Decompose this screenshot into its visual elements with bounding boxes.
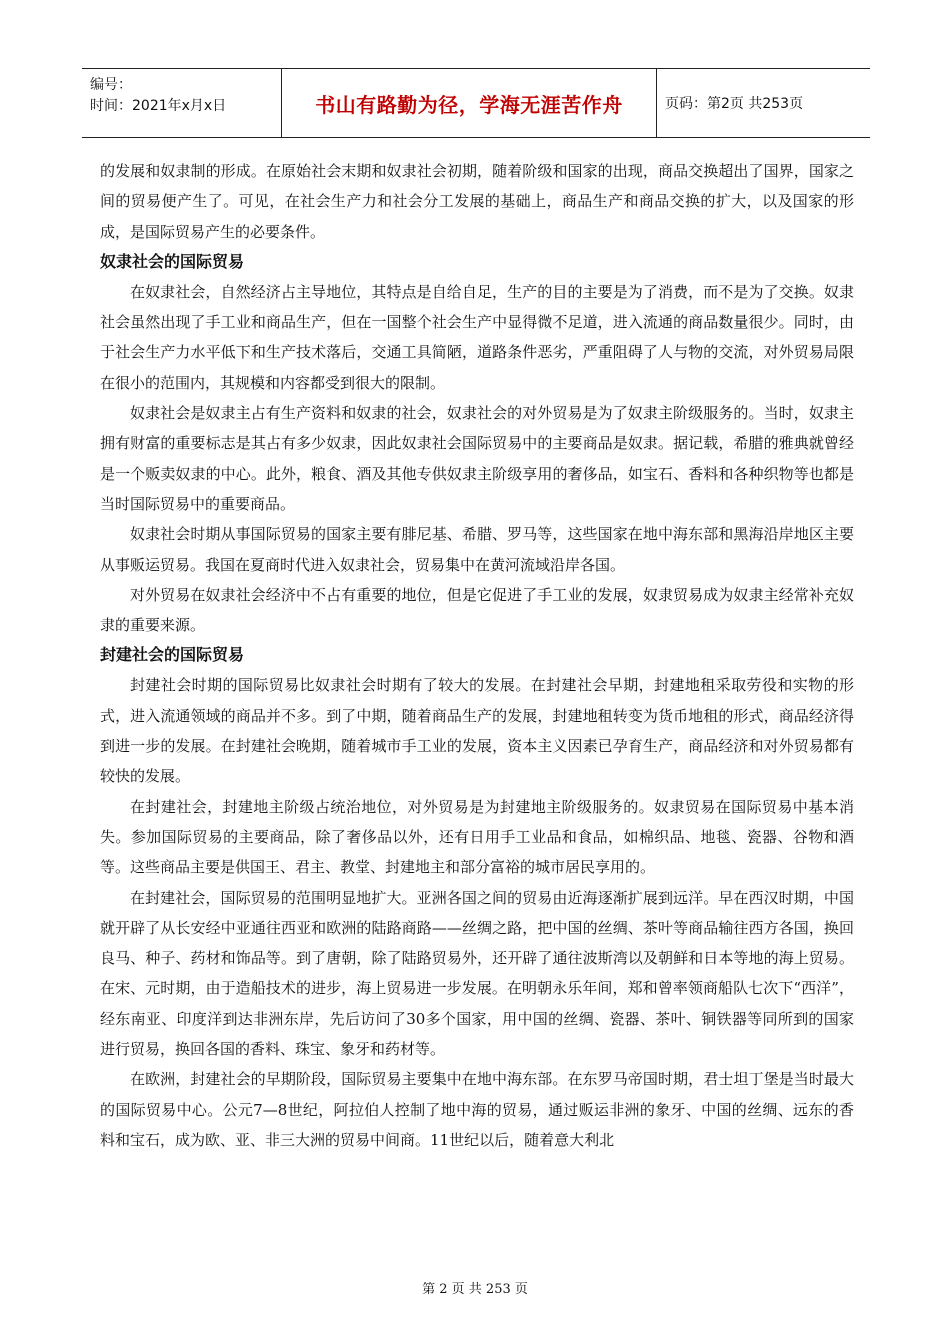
body-paragraph: 奴隶社会是奴隶主占有生产资料和奴隶的社会，奴隶社会的对外贸易是为了奴隶主阶级服务的。当时，奴隶主拥有财富的重要标志是其占有多少奴隶，因此奴隶社会国际贸易中的主要商品是奴隶。据记载，希腊的雅典就曾经是一个贩卖奴隶的中心。此外，粮食、酒及其他专供奴隶主阶级享用的奢侈品，如宝石、香料和各种织物等也都是当时国际贸易中的重要商品。: [100, 404, 854, 513]
document-body: [100, 156, 854, 1155]
document-date-label: 时间：2021年x月x日: [90, 98, 227, 114]
header-motto: 书山有路勤为径，学海无涯苦作舟: [282, 69, 657, 137]
body-paragraph: 在封建社会，国际贸易的范围明显地扩大。亚洲各国之间的贸易由近海逐渐扩展到远洋。早在西汉时期，中国就开辟了从长安经中亚通往西亚和欧洲的陆路商路——丝绸之路，把中国的丝绸、茶叶等商品输往西方各国，换回良马、种子、药材和饰品等。到了唐朝，除了陆路贸易外，还开辟了通往波斯湾以及朝鲜和日本等地的海上贸易。在宋、元时期，由于造船技术的进步，海上贸易进一步发展。在明朝永乐年间，郑和曾率领商船队七次下“西洋”，经东南亚、印度洋到达非洲东岸，先后访问了30多个国家，用中国的丝绸、瓷器、茶叶、铜铁器等同所到的国家进行贸易，换回各国的香料、珠宝、象牙和药材等。: [100, 888, 854, 1059]
body-paragraph: 奴隶社会时期从事国际贸易的国家主要有腓尼基、希腊、罗马等，这些国家在地中海东部和黑海沿岸地区主要从事贩运贸易。我国在夏商时代进入奴隶社会，贸易集中在黄河流域沿岸各国。: [100, 525, 854, 574]
document-number-label: 编号：: [90, 77, 132, 93]
section-heading: 封建社会的国际贸易: [100, 645, 245, 665]
page-header: [82, 68, 870, 138]
header-meta: [82, 69, 282, 137]
body-paragraph: 在封建社会，封建地主阶级占统治地位，对外贸易是为封建地主阶级服务的。奴隶贸易在国际贸易中基本消失。参加国际贸易的主要商品，除了奢侈品以外，还有日用手工业品和食品，如棉织品、地毯、瓷器、谷物和酒等。这些商品主要是供国王、君主、教堂、封建地主和部分富裕的城市居民享用的。: [100, 797, 854, 877]
body-paragraph: 在奴隶社会，自然经济占主导地位，其特点是自给自足，生产的目的主要是为了消费，而不是为了交换。奴隶社会虽然出现了手工业和商品生产，但在一国整个社会生产中显得微不足道，进入流通的商品数量很少。同时，由于社会生产力水平低下和生产技术落后，交通工具简陋，道路条件恶劣，严重阻碍了人与物的交流，对外贸易局限在很小的范围内，其规模和内容都受到很大的限制。: [100, 282, 854, 392]
header-page-info: 页码：第2页 共253页: [665, 96, 804, 112]
body-paragraph: 封建社会时期的国际贸易比奴隶社会时期有了较大的发展。在封建社会早期，封建地租采取劳役和实物的形式，进入流通领域的商品并不多。到了中期，随着商品生产的发展，封建地租转变为货币地租的形式，商品经济得到进一步的发展。在封建社会晚期，随着城市手工业的发展，资本主义因素已孕育生产，商品经济和对外贸易都有较快的发展。: [100, 676, 854, 786]
section-heading: 奴隶社会的国际贸易: [100, 251, 245, 271]
page-footer: 第 2 页 共 253 页: [422, 1282, 528, 1297]
body-paragraph: 的发展和奴隶制的形成。在原始社会末期和奴隶社会初期，随着阶级和国家的出现，商品交换超出了国界，国家之间的贸易便产生了。可见，在社会生产力和社会分工发展的基础上，商品生产和商品交换的扩大，以及国家的形成，是国际贸易产生的必要条件。: [100, 162, 854, 241]
body-paragraph: 在欧洲，封建社会的早期阶段，国际贸易主要集中在地中海东部。在东罗马帝国时期，君士坦丁堡是当时最大的国际贸易中心。公元7—8世纪，阿拉伯人控制了地中海的贸易，通过贩运非洲的象牙、中国的丝绸、远东的香料和宝石，成为欧、亚、非三大洲的贸易中间商。11世纪以后，随着意大利北: [100, 1070, 854, 1149]
body-paragraph: 对外贸易在奴隶社会经济中不占有重要的地位，但是它促进了手工业的发展，奴隶贸易成为奴隶主经常补充奴隶的重要来源。: [100, 585, 854, 635]
